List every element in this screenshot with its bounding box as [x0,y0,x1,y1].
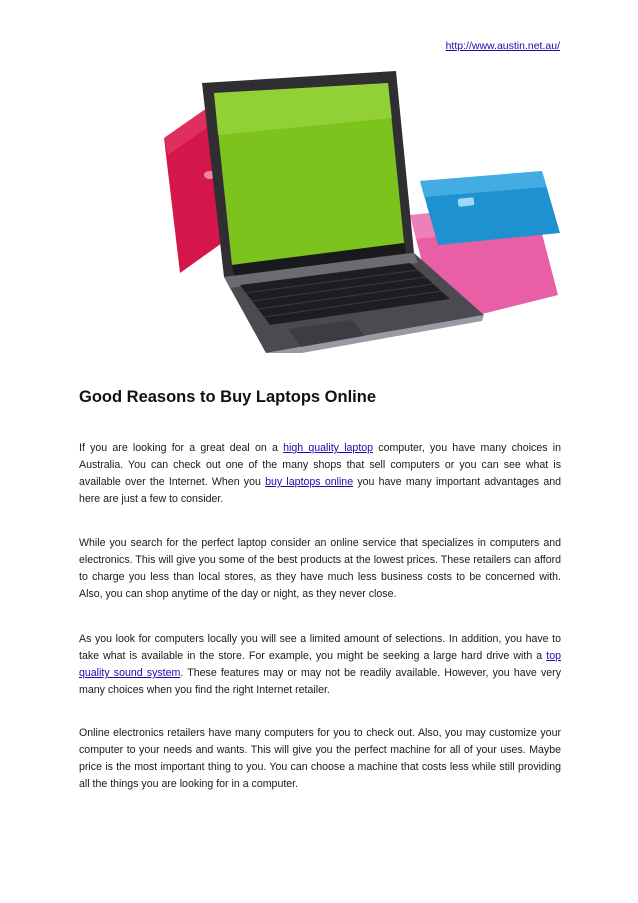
p3-text-1: As you look for computers locally you will see a limited amount of selections. In addition, you have to take what is available in the store. For example, you might be seeking a large hard drive with a [79,633,561,662]
header-url-link[interactable]: http://www.austin.net.au/ [445,40,560,52]
p1-text-2: computer, you have many choices in Australia. You can check out one of the many shops that sell computers or you can see what is available over the Internet. When you [79,442,561,488]
paragraph-2 [79,535,561,603]
top-quality-sound-system-link[interactable]: top quality sound system [79,650,561,679]
article-title: Good Reasons to Buy Laptops Online [79,388,377,406]
p4-text: Online electronics retailers have many computers for you to check out. Also, you may customize your computer to your needs and wants. This will give you the perfect machine for all of your uses. Maybe price is the most important thing to you. You can choose a machine that costs less while still providing all the things you are looking for in a computer. [79,727,561,790]
p2-text: While you search for the perfect laptop consider an online service that specializes in computers and electronics. This will give you some of the best products at the lowest prices. These retailers can afford to charge you less than local stores, as they have much less business costs to be concerned with. Also, you can shop anytime of the day or night, as they never close. [79,537,561,600]
high-quality-laptop-link[interactable]: high quality laptop [283,442,374,454]
p1-text-3: you have many important advantages and here are just a few to consider. [79,476,562,505]
buy-laptops-online-link[interactable]: buy laptops online [265,476,354,488]
paragraph-1 [79,440,561,508]
p1-text-1: If you are looking for a great deal on a [79,442,284,454]
paragraph-4 [79,725,561,793]
blue-laptop-lid [420,171,560,245]
laptop-icon [162,63,562,353]
p3-text-2: . These features may or may not be readily available. However, you have very many choices when you find the right Internet retailer. [79,667,561,696]
paragraph-3 [79,631,561,699]
